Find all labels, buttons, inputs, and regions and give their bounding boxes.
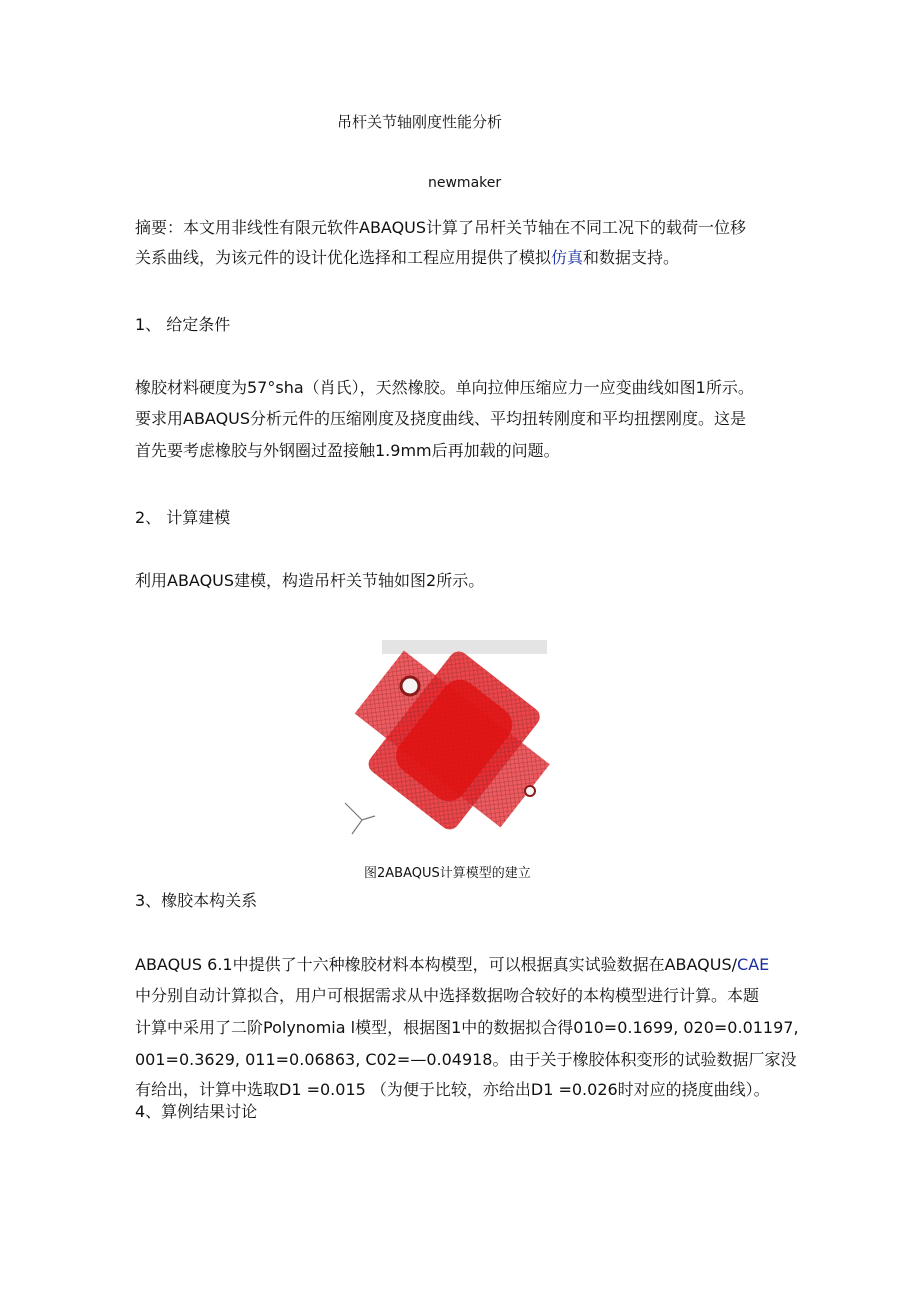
document-title: 吊杆关节轴刚度性能分析: [337, 113, 503, 131]
model-mesh: [340, 638, 562, 838]
section-heading: 1、 给定条件: [135, 315, 231, 334]
section-heading: 4、算例结果讨论: [135, 1102, 258, 1121]
paragraph-line: 有给出，计算中选取D1 =0.015 （为便于比较，亦给出D1 =0.026时对应的挠度曲线）。: [135, 1080, 770, 1099]
paragraph-line: 中分别自动计算拟合，用户可根据需求从中选择数据吻合较好的本构模型进行计算。本题: [135, 986, 760, 1005]
section-heading: 3、橡胶本构关系: [135, 891, 258, 910]
paragraph-line: 要求用ABAQUS分析元件的压缩刚度及挠度曲线、平均扭转刚度和平均扭摆刚度。这是: [135, 409, 747, 428]
bolt-hole: [525, 786, 535, 796]
paragraph-line: 利用ABAQUS建模，构造吊杆关节轴如图2所示。: [135, 571, 485, 590]
abaqus-model-figure: [340, 638, 562, 838]
bolt-hole: [401, 677, 419, 695]
cae-link[interactable]: CAE: [737, 955, 770, 974]
paragraph-line: [135, 955, 769, 975]
watermark: [382, 640, 547, 654]
figure-caption: 图2ABAQUS计算模型的建立: [364, 866, 531, 881]
axis-triad-icon: [345, 803, 375, 834]
abstract-line: 摘要：本文用非线性有限元软件ABAQUS计算了吊杆关节轴在不同工况下的载荷一位移: [135, 218, 747, 237]
abstract-text: 关系曲线，为该元件的设计优化选择和工程应用提供了模拟: [135, 248, 552, 267]
paragraph-line: 橡胶材料硬度为57°sha（肖氏），天然橡胶。单向拉伸压缩应力一应变曲线如图1所示。: [135, 378, 754, 397]
abstract-line: [135, 248, 679, 268]
author: newmaker: [428, 175, 502, 191]
section-heading: 2、 计算建模: [135, 508, 231, 527]
paragraph-line: 001=0.3629, 011=0.06863, C02=—0.04918。由于关于橡胶体积变形的试验数据厂家没: [135, 1050, 797, 1069]
abstract-text: 和数据支持。: [583, 248, 680, 267]
simulation-link[interactable]: 仿真: [551, 248, 584, 267]
paragraph-line: 首先要考虑橡胶与外钢圈过盈接触1.9mm后再加载的问题。: [135, 441, 560, 460]
paragraph-line: 计算中采用了二阶Polynomia l模型，根据图1中的数据拟合得010=0.1699, 020=0.01197,: [135, 1018, 799, 1037]
paragraph-text: ABAQUS 6.1中提供了十六种橡胶材料本构模型，可以根据真实试验数据在ABAQUS/: [135, 955, 738, 974]
